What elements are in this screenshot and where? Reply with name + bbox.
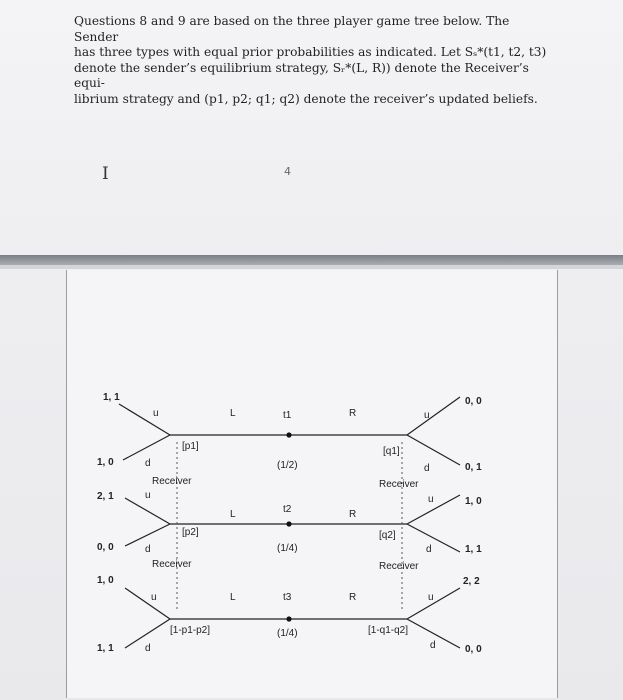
prob-label-t1: (1/2) xyxy=(277,460,298,471)
u-label-right-1: u xyxy=(424,410,430,421)
u-label-left-2: u xyxy=(145,490,151,501)
payoff-right-1: 0, 0 xyxy=(465,396,482,407)
payoff-left-3: 2, 1 xyxy=(97,491,114,502)
d-label-right-2: d xyxy=(426,544,432,555)
question-line-3: denote the sender’s equilibrium strategy, Sᵣ*(L, R)) denote the Receiver’s equi- xyxy=(74,60,529,90)
d-label-left-2: d xyxy=(145,544,151,555)
game-tree-figure xyxy=(66,270,558,698)
belief-q2: [q2] xyxy=(379,530,396,541)
u-label-left-3: u xyxy=(151,592,157,603)
node-t3 xyxy=(286,616,291,621)
prob-label-t3: (1/4) xyxy=(277,628,298,639)
game-tree-svg xyxy=(67,270,557,698)
left-u-3 xyxy=(125,588,170,619)
left-d-1 xyxy=(123,435,170,460)
receiver-label-right-2: Receiver xyxy=(379,561,419,572)
belief-1-q1-q2: [1-q1-q2] xyxy=(368,625,409,636)
payoff-left-4: 0, 0 xyxy=(97,542,114,553)
left-d-2 xyxy=(125,524,170,546)
u-label-left-1: u xyxy=(153,408,159,419)
receiver-label-left-1: Receiver xyxy=(152,476,192,487)
page-number: 4 xyxy=(284,165,291,178)
right-u-1 xyxy=(407,397,460,435)
sender-R-2: R xyxy=(349,509,357,520)
type-label-t3: t3 xyxy=(283,592,292,603)
payoff-left-6: 1, 1 xyxy=(97,643,114,654)
payoff-left-5: 1, 0 xyxy=(97,575,114,586)
sender-L-1: L xyxy=(230,408,236,419)
node-t2 xyxy=(286,521,291,526)
sender-L-2: L xyxy=(230,509,236,520)
left-u-2 xyxy=(125,498,170,524)
receiver-label-right-1: Receiver xyxy=(379,479,419,490)
question-line-1: Questions 8 and 9 are based on the three player game tree below. The Sender xyxy=(74,14,510,44)
left-u-1 xyxy=(119,404,170,435)
d-label-left-3: d xyxy=(145,643,151,654)
question-text xyxy=(74,14,554,107)
payoff-right-3: 1, 0 xyxy=(465,496,482,507)
payoff-right-4: 1, 1 xyxy=(465,544,482,555)
right-d-2 xyxy=(407,524,460,552)
receiver-label-left-2: Receiver xyxy=(152,559,192,570)
question-line-4: librium strategy and (p1, p2; q1; q2) denote the receiver’s updated beliefs. xyxy=(74,91,538,106)
u-label-right-2: u xyxy=(428,494,434,505)
text-cursor-icon: I xyxy=(102,164,109,184)
payoff-left-2: 1, 0 xyxy=(97,457,114,468)
d-label-right-1: d xyxy=(424,463,430,474)
payoff-right-6: 0, 0 xyxy=(465,644,482,655)
question-line-2: has three types with equal prior probabilities as indicated. Let Sₛ*(t1, t2, t3) xyxy=(74,45,547,59)
sender-R-3: R xyxy=(349,592,357,603)
payoff-right-5: 2, 2 xyxy=(463,576,480,587)
payoff-right-2: 0, 1 xyxy=(465,462,482,473)
node-t1 xyxy=(286,432,291,437)
belief-q1: [q1] xyxy=(383,446,400,457)
divider-band xyxy=(0,255,623,265)
belief-1-p1-p2: [1-p1-p2] xyxy=(170,625,211,636)
divider-band-light xyxy=(0,265,623,269)
sender-R-1: R xyxy=(349,408,357,419)
type-label-t1: t1 xyxy=(283,410,292,421)
belief-p1: [p1] xyxy=(182,441,199,452)
type-label-t2: t2 xyxy=(283,504,292,515)
sender-L-3: L xyxy=(230,592,236,603)
right-d-1 xyxy=(407,435,460,465)
u-label-right-3: u xyxy=(428,592,434,603)
belief-p2: [p2] xyxy=(182,527,199,538)
d-label-right-3: d xyxy=(430,640,436,651)
payoff-left-1: 1, 1 xyxy=(103,392,120,403)
prob-label-t2: (1/4) xyxy=(277,543,298,554)
d-label-left-1: d xyxy=(145,458,151,469)
